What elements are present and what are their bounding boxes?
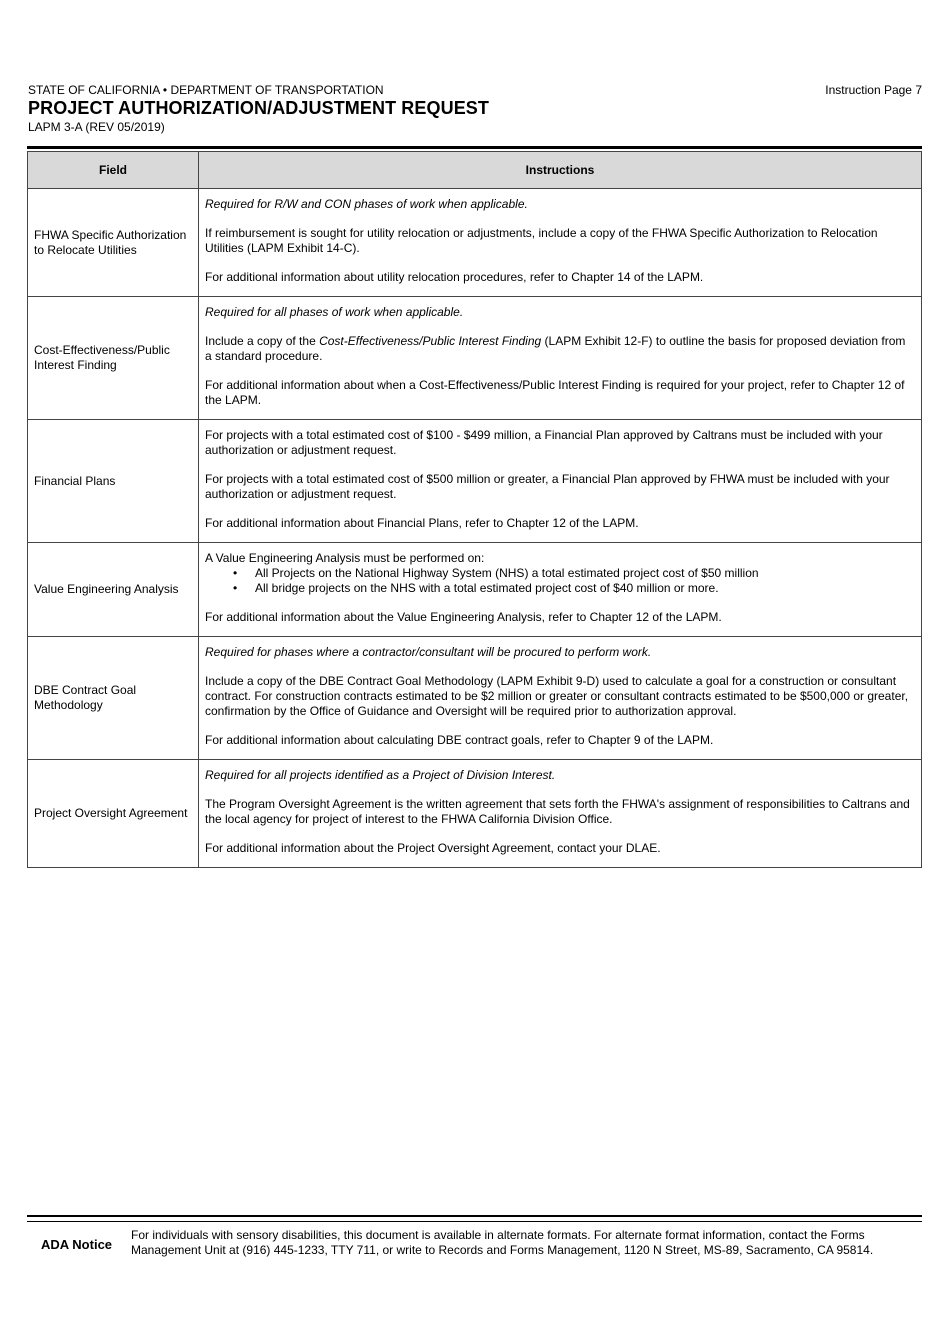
page-number: Instruction Page 7 (825, 83, 922, 97)
ada-notice-text: For individuals with sensory disabilities, this document is available in alternate formats. For alternate format information, contact the Forms Management Unit at (916) 445-1233, TTY 711, or write to Records and Forms Management, 1120 N Street, MS-89, Sacramento, CA 95814. (131, 1228, 874, 1257)
ada-notice (27, 1228, 922, 1258)
list-item: • All Projects on the National Highway System (NHS) a total estimated project cost of $50 million (255, 566, 915, 581)
field-cell: DBE Contract Goal Methodology (28, 637, 199, 760)
instructions-cell (199, 543, 922, 637)
ada-notice-footer (27, 1215, 922, 1258)
agency-line: STATE OF CALIFORNIA • DEPARTMENT OF TRANSPORTATION (28, 83, 384, 97)
requirement-note: Required for R/W and CON phases of work when applicable. (205, 197, 528, 211)
table-row-project-oversight (28, 760, 922, 868)
field-cell: Cost-Effectiveness/Public Interest Finding (28, 297, 199, 420)
requirement-note: Required for phases where a contractor/consultant will be procured to perform work. (205, 645, 652, 659)
instructions-cell (199, 420, 922, 543)
instruction-paragraph: For projects with a total estimated cost of $500 million or greater, a Financial Plan approved by FHWA must be included with your authorization or adjustment request. (205, 472, 890, 501)
form-id: LAPM 3-A (REV 05/2019) (28, 120, 165, 134)
reference-paragraph: For additional information about calculating DBE contract goals, refer to Chapter 9 of the LAPM. (205, 733, 714, 747)
instruction-text-end: (LAPM Exhibit 12-F) to outline the basis for proposed deviation from a standard procedure. (205, 334, 906, 363)
reference-paragraph: For additional information about the Value Engineering Analysis, refer to Chapter 12 of the LAPM. (205, 610, 722, 624)
instruction-text-start: Include a copy of the (205, 334, 320, 348)
reference-paragraph: For additional information about the Project Oversight Agreement, contact your DLAE. (205, 841, 661, 855)
column-header-field: Field (28, 152, 199, 189)
instruction-paragraph: A Value Engineering Analysis must be performed on: (205, 551, 485, 565)
requirement-note: Required for all phases of work when applicable. (205, 305, 464, 319)
field-cell: FHWA Specific Authorization to Relocate Utilities (28, 189, 199, 297)
reference-paragraph: For additional information about utility relocation procedures, refer to Chapter 14 of the LAPM. (205, 270, 704, 284)
field-cell: Value Engineering Analysis (28, 543, 199, 637)
instructions-cell (199, 297, 922, 420)
ada-notice-label: ADA Notice (41, 1237, 113, 1252)
instructions-cell (199, 760, 922, 868)
instructions-table (27, 151, 922, 868)
instruction-paragraph (205, 334, 915, 364)
reference-paragraph: For additional information about when a Cost-Effectiveness/Public Interest Finding is required for your project, refer to Chapter 12 of the LAPM. (205, 378, 905, 407)
list-item: • All bridge projects on the NHS with a total estimated project cost of $40 million or more. (255, 581, 915, 596)
instructions-cell (199, 189, 922, 297)
table-row-cost-effectiveness (28, 297, 922, 420)
instruction-paragraph: For projects with a total estimated cost of $100 - $499 million, a Financial Plan approved by Caltrans must be included with your authorization or adjustment request. (205, 428, 883, 457)
footer-rule (27, 1215, 922, 1222)
table-row-dbe-contract-goal (28, 637, 922, 760)
table-header-row (28, 152, 922, 189)
reference-paragraph: For additional information about Financial Plans, refer to Chapter 12 of the LAPM. (205, 516, 639, 530)
table-row-value-engineering (28, 543, 922, 637)
table-row-fhwa-relocate-utilities (28, 189, 922, 297)
form-name-italic: Cost-Effectiveness/Public Interest Finding (319, 334, 542, 348)
table-row-financial-plans (28, 420, 922, 543)
instruction-paragraph: Include a copy of the DBE Contract Goal Methodology (LAPM Exhibit 9-D) used to calculate a goal for a construction or consultant contract. For construction contracts estimated to be $2 million or greater or consultant contracts estimated to be $500,000 or greater, confirmation by the Office of Guidance and Oversight will be required prior to authorization approval. (205, 674, 909, 718)
field-cell: Financial Plans (28, 420, 199, 543)
page-header (28, 83, 922, 134)
instructions-cell (199, 637, 922, 760)
instruction-paragraph: If reimbursement is sought for utility relocation or adjustments, include a copy of the FHWA Specific Authorization to Relocation Utilities (LAPM Exhibit 14-C). (205, 226, 878, 255)
bullet-list (205, 566, 915, 596)
instruction-paragraph: The Program Oversight Agreement is the written agreement that sets forth the FHWA's assignment of responsibilities to Caltrans and the local agency for project of interest to the FHWA California Division Office. (205, 797, 910, 826)
instructions-table-wrapper (27, 146, 922, 868)
requirement-note: Required for all projects identified as a Project of Division Interest. (205, 768, 556, 782)
form-title: PROJECT AUTHORIZATION/ADJUSTMENT REQUEST (28, 98, 490, 118)
field-cell: Project Oversight Agreement (28, 760, 199, 868)
column-header-instructions: Instructions (199, 152, 922, 189)
